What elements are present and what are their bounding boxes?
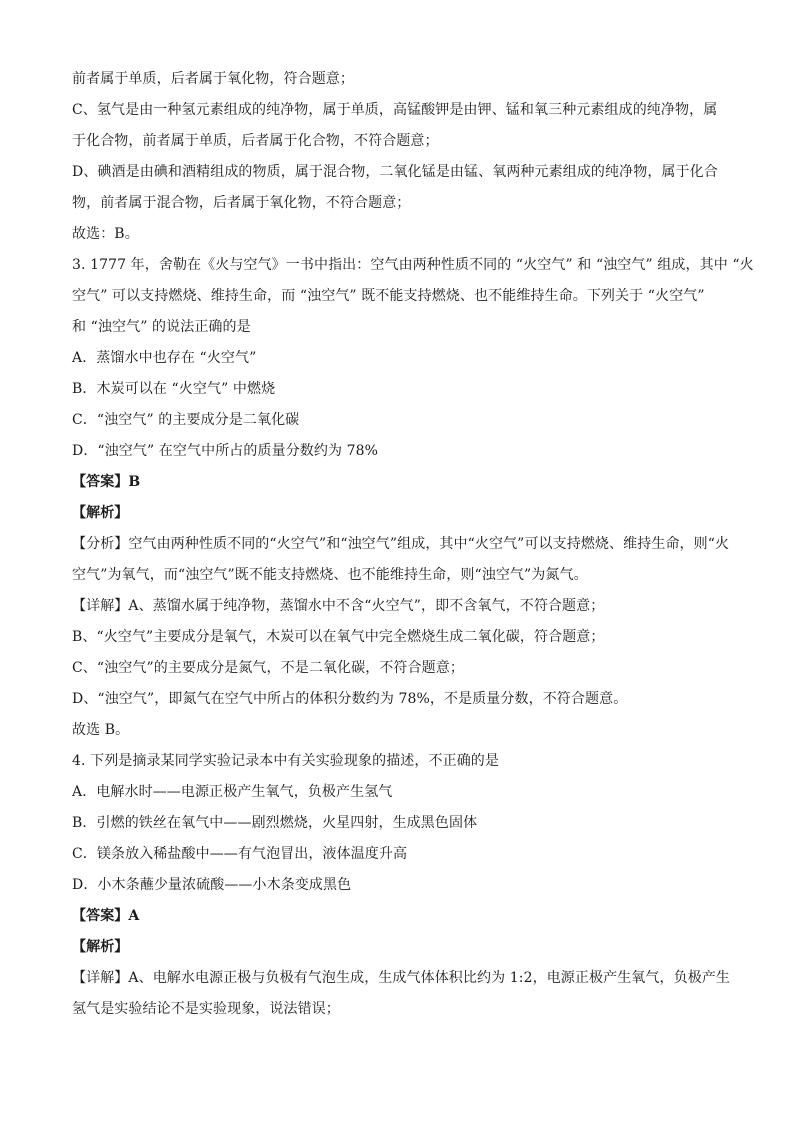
text-line: 前者属于单质，后者属于氧化物，符合题意； (72, 71, 354, 87)
text-line: 故选 B。 (72, 722, 130, 738)
detail-text: D、“浊空气”，即氮气在空气中所占的体积分数约为 78%，不是质量分数，不符合题意。 (72, 691, 628, 707)
question-3-stem: 空气” 可以支持燃烧、维持生命，而 “浊空气” 既不能支持燃烧、也不能维持生命。下列关于 “火空气” (72, 288, 705, 304)
text-line: D、碘酒是由碘和酒精组成的物质，属于混合物，二氧化锰是由锰、氧两种元素组成的纯净物，属于化合 (72, 164, 718, 180)
option-b: B．木炭可以在 “火空气” 中燃烧 (72, 381, 276, 397)
option-a: A．蒸馏水中也存在 “火空气” (72, 350, 257, 366)
answer-label: 【答案】B (72, 474, 141, 490)
text-line: 物，前者属于混合物，后者属于氧化物，不符合题意； (72, 195, 411, 211)
detail-text: 【详解】A、蒸馏水属于纯净物，蒸馏水中不含“火空气”，即不含氧气，不符合题意； (72, 598, 605, 614)
question-3-stem: 3. 1777 年，舍勒在《火与空气》一书中指出：空气由两种性质不同的 “火空气” 和 “浊空气” 组成，其中 “火 (72, 257, 754, 273)
document-page (72, 64, 754, 1025)
option-d: D．“浊空气” 在空气中所占的质量分数约为 78% (72, 443, 379, 459)
text-line: 故选：B。 (72, 226, 139, 242)
detail-text: B、“火空气”主要成分是氧气，木炭可以在氧气中完全燃烧生成二氧化碳，符合题意； (72, 629, 605, 645)
analysis-text: 【分析】空气由两种性质不同的“火空气”和“浊空气”组成，其中“火空气”可以支持燃烧、维持生命，则“火 (72, 536, 730, 552)
question-4-stem: 4. 下列是摘录某同学实验记录本中有关实验现象的描述，不正确的是 (72, 753, 500, 769)
analysis-label: 【解析】 (72, 939, 129, 955)
answer-label: 【答案】A (72, 908, 140, 924)
detail-text: 【详解】A、电解水电源正极与负极有气泡生成，生成气体体积比约为 1:2，电源正极产生氧气，负极产生 (72, 970, 730, 986)
analysis-text: 空气”为氧气，而“浊空气”既不能支持燃烧、也不能维持生命，则“浊空气”为氮气。 (72, 567, 588, 583)
option-a: A．电解水时——电源正极产生氧气，负极产生氢气 (72, 784, 393, 800)
text-line: C、氢气是由一种氢元素组成的纯净物，属于单质，高锰酸钾是由钾、锰和氧三种元素组成的纯净物，属 (72, 102, 718, 118)
question-3-stem: 和 “浊空气” 的说法正确的是 (72, 319, 251, 335)
option-b: B．引燃的铁丝在氧气中——剧烈燃烧，火星四射，生成黑色固体 (72, 815, 478, 831)
option-c: C．镁条放入稀盐酸中——有气泡冒出，液体温度升高 (72, 846, 408, 862)
detail-text: C、“浊空气”的主要成分是氮气，不是二氧化碳，不符合题意； (72, 660, 464, 676)
analysis-label: 【解析】 (72, 505, 129, 521)
option-c: C．“浊空气” 的主要成分是二氧化碳 (72, 412, 300, 428)
option-d: D．小木条蘸少量浓硫酸——小木条变成黑色 (72, 877, 352, 893)
text-line: 于化合物，前者属于单质，后者属于化合物，不符合题意； (72, 133, 439, 149)
detail-text: 氢气是实验结论不是实验现象，说法错误； (72, 1001, 340, 1017)
